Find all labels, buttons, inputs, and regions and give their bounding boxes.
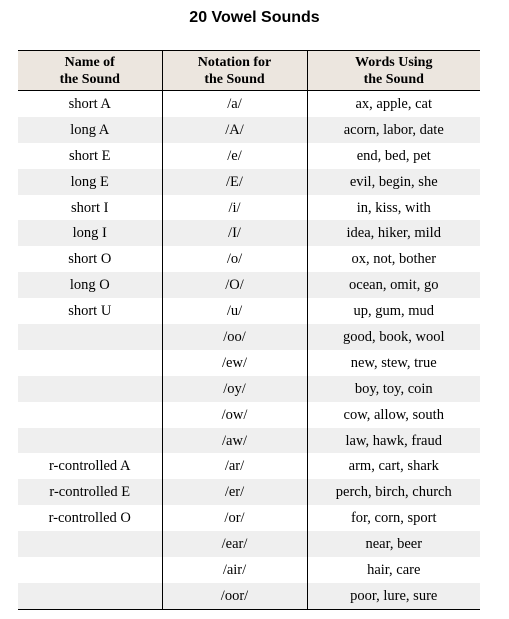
notation-cell: /air/ (162, 557, 307, 583)
words-cell: cow, allow, south (307, 402, 480, 428)
sound-name-cell (18, 324, 162, 350)
words-cell: for, corn, sport (307, 505, 480, 531)
sound-name-cell (18, 557, 162, 583)
table-row (18, 531, 480, 557)
table-row (18, 169, 480, 195)
sound-name-cell (18, 350, 162, 376)
table-row (18, 298, 480, 324)
table-row (18, 428, 480, 454)
words-cell: new, stew, true (307, 350, 480, 376)
notation-cell: /oo/ (162, 324, 307, 350)
words-cell: boy, toy, coin (307, 376, 480, 402)
notation-cell: /er/ (162, 479, 307, 505)
table-row (18, 195, 480, 221)
table-row (18, 453, 480, 479)
sound-name-cell: long E (18, 169, 162, 195)
words-cell: hair, care (307, 557, 480, 583)
table-row (18, 557, 480, 583)
notation-cell: /e/ (162, 143, 307, 169)
words-cell: near, beer (307, 531, 480, 557)
notation-cell: /ear/ (162, 531, 307, 557)
notation-cell: /E/ (162, 169, 307, 195)
words-cell: ocean, omit, go (307, 272, 480, 298)
words-cell: poor, lure, sure (307, 583, 480, 609)
sound-name-cell (18, 402, 162, 428)
sound-name-cell: long I (18, 220, 162, 246)
table-row (18, 220, 480, 246)
notation-cell: /I/ (162, 220, 307, 246)
sound-name-cell: short I (71, 199, 109, 216)
words-cell: in, kiss, with (307, 195, 480, 221)
words-cell: evil, begin, she (307, 169, 480, 195)
table-row (18, 583, 480, 609)
sound-name-cell: r-controlled O (48, 510, 131, 527)
notation-cell: /u/ (162, 298, 307, 324)
table-row (18, 479, 480, 505)
sound-name-cell: long A (18, 117, 162, 143)
notation-cell: /ar/ (162, 453, 307, 479)
words-cell: perch, birch, church (307, 479, 480, 505)
notation-cell: /a/ (162, 91, 307, 117)
notation-cell: /ew/ (162, 350, 307, 376)
sound-name-cell: long O (18, 272, 162, 298)
sound-name-cell: short O (68, 251, 112, 268)
table-row (18, 376, 480, 402)
notation-cell: /aw/ (162, 428, 307, 454)
table-row (18, 402, 480, 428)
notation-cell: /or/ (162, 505, 307, 531)
table-row (18, 117, 480, 143)
table-row (18, 143, 480, 169)
words-cell: law, hawk, fraud (307, 428, 480, 454)
table-row (18, 91, 480, 117)
table-row (18, 324, 480, 350)
column-header-words: Words Using the Sound (307, 51, 480, 91)
column-header-notation: Notation for the Sound (162, 51, 307, 91)
words-cell: ox, not, bother (307, 246, 480, 272)
notation-cell: /o/ (162, 246, 307, 272)
notation-cell: /A/ (162, 117, 307, 143)
notation-cell: /i/ (162, 195, 307, 221)
sound-name-cell (18, 376, 162, 402)
words-cell: ax, apple, cat (307, 91, 480, 117)
table-row (18, 246, 480, 272)
sound-name-cell: r-controlled E (18, 479, 162, 505)
table-row (18, 505, 480, 531)
sound-name-cell: r-controlled A (49, 458, 131, 475)
vowel-sounds-table (18, 50, 480, 610)
sound-name-cell: short E (69, 147, 111, 164)
table-row (18, 272, 480, 298)
sound-name-cell (18, 531, 162, 557)
notation-cell: /oy/ (162, 376, 307, 402)
words-cell: end, bed, pet (307, 143, 480, 169)
sound-name-cell: short A (68, 95, 111, 112)
column-header-name: Name of the Sound (18, 51, 162, 91)
words-cell: up, gum, mud (307, 298, 480, 324)
table-row (18, 350, 480, 376)
page-title: 20 Vowel Sounds (189, 9, 320, 26)
words-cell: good, book, wool (307, 324, 480, 350)
table-header-row (18, 51, 480, 91)
table-body (18, 91, 480, 610)
notation-cell: /oor/ (162, 583, 307, 609)
sound-name-cell (18, 583, 162, 609)
words-cell: idea, hiker, mild (307, 220, 480, 246)
words-cell: arm, cart, shark (307, 453, 480, 479)
notation-cell: /O/ (162, 272, 307, 298)
notation-cell: /ow/ (162, 402, 307, 428)
words-cell: acorn, labor, date (307, 117, 480, 143)
sound-name-cell: short U (68, 303, 112, 320)
sound-name-cell (18, 428, 162, 454)
